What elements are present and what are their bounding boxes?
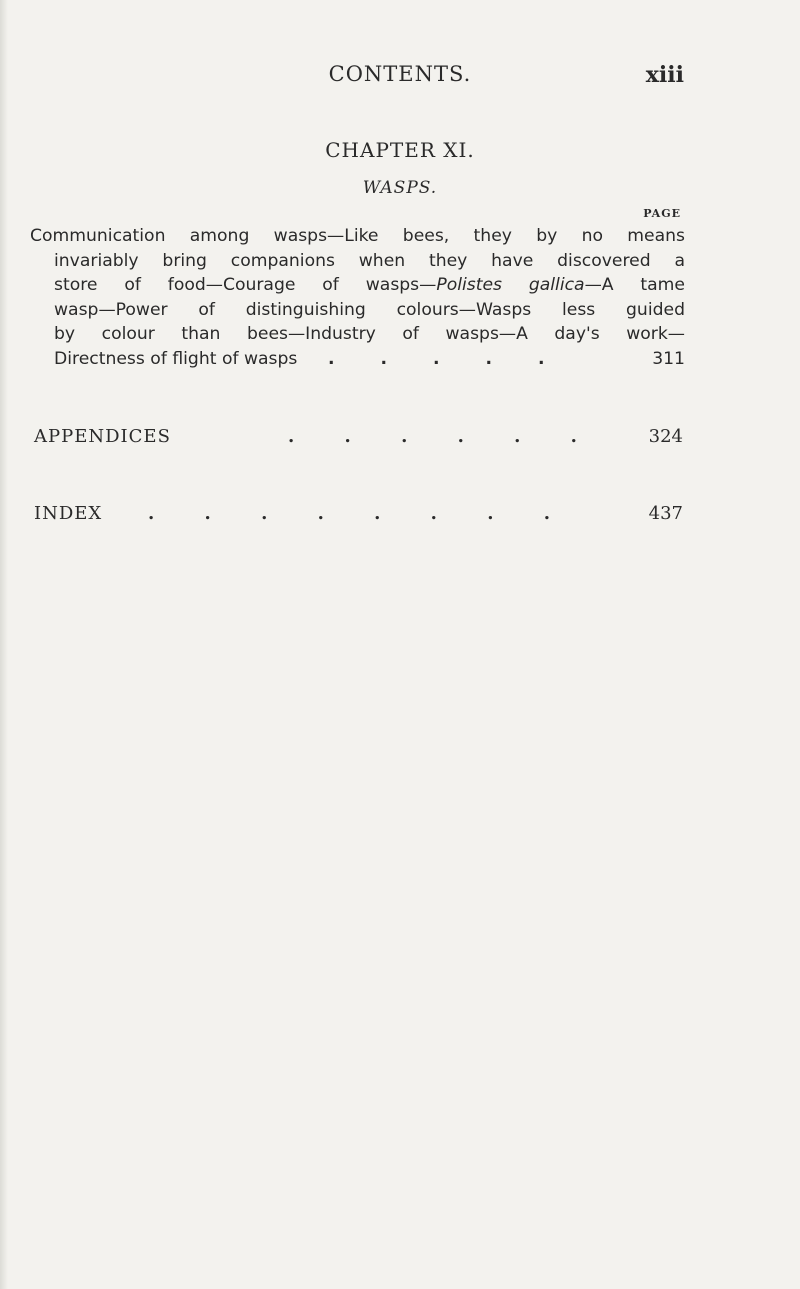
species-name: Polistes gallica (436, 275, 585, 296)
summary-text: Directness of flight of wasps (54, 348, 298, 369)
leader-dots: . . . . . . (288, 426, 599, 447)
entry-page-number: 437 (648, 503, 683, 524)
summary-text: —A tame (584, 275, 685, 296)
contents-entry-index (0, 503, 800, 529)
summary-line: wasp—Power of distinguishing colours—Wasps less guided (54, 299, 685, 320)
contents-entry-appendices (0, 426, 800, 452)
summary-line: Communication among wasps—Like bees, they by no means (30, 226, 685, 246)
running-head (0, 62, 800, 102)
summary-line: by colour than bees—Industry of wasps—A day's work— (54, 324, 685, 345)
summary-text: store of food—Courage of wasps— (54, 275, 437, 296)
entry-label: APPENDICES (34, 426, 171, 447)
chapter-subtitle: WASPS. (362, 178, 438, 198)
summary-page-number: 311 (652, 348, 685, 369)
running-title: CONTENTS. (328, 62, 472, 86)
summary-line (30, 347, 685, 372)
page-column-label: PAGE (643, 207, 681, 220)
summary-line: invariably bring companions when they have discovered a (54, 250, 685, 271)
entry-label: INDEX (34, 503, 103, 524)
chapter-summary (30, 224, 685, 372)
leader-dots: . . . . . (328, 348, 565, 369)
summary-line (30, 273, 685, 298)
chapter-heading: CHAPTER XI. (325, 138, 475, 162)
page-number: xiii (645, 62, 684, 88)
entry-page-number: 324 (648, 426, 683, 447)
leader-dots: . . . . . . . . (148, 503, 572, 524)
